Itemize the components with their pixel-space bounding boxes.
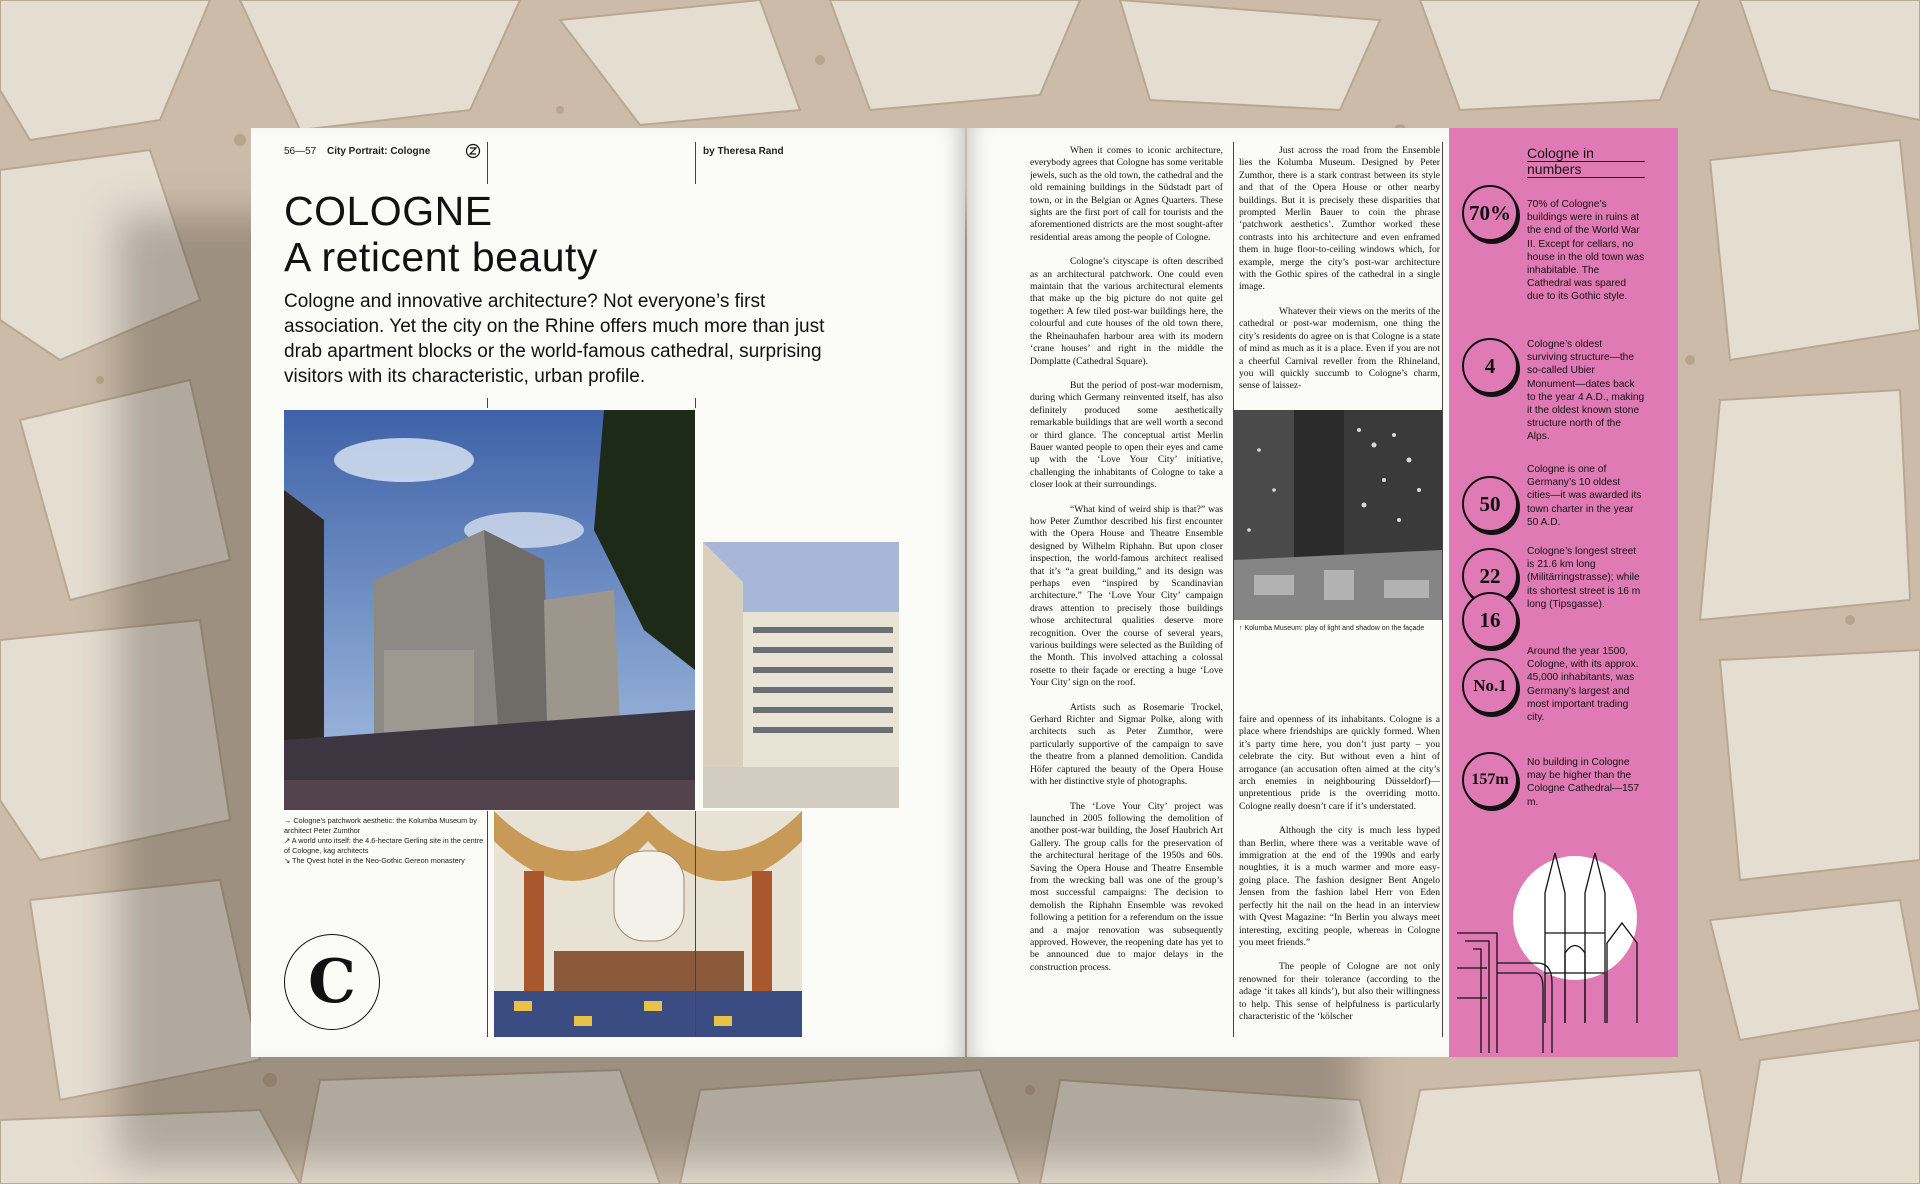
badge-value: No.1 bbox=[1473, 676, 1507, 695]
paragraph: The people of Cologne are not only renowned for their tolerance (according to the adage ‘it takes all kinds’), but also their willingness to help. This sense of helpfulness is particularly characteristic of the ‘kölscher bbox=[1239, 961, 1440, 1022]
body-column-2-bottom bbox=[1239, 714, 1440, 1038]
caption-qvest: ↘ The Qvest hotel in the Neo-Gothic Gereon monastery bbox=[284, 856, 465, 865]
paragraph: Artists such as Rosemarie Trockel, Gerhard Richter and Sigmar Polke, along with architects such as Peter Zumthor, were particularly supportive of the campaign to save the theatre from a planned demolition. Candida Höfer captured the beauty of the Opera House with her distinctive style of photographs. bbox=[1030, 701, 1223, 788]
page-title: COLOGNE bbox=[284, 188, 493, 234]
section-logo bbox=[284, 934, 380, 1030]
page-numbers: 56—57 bbox=[284, 146, 317, 157]
magazine-logo-icon bbox=[465, 143, 481, 159]
fact-streets: Cologne’s longest street is 21.6 km long (Militärringstrasse); while its shortest street is 16 m long (Tipsgasse). bbox=[1527, 546, 1641, 610]
stat-badge-50 bbox=[1462, 476, 1518, 532]
section-label: City Portrait: Cologne bbox=[327, 146, 431, 157]
paragraph: Although the city is much less hyped than Berlin, where there was a veritable wave of immigration at the end of the 1990s and early noughties, it is a much warmer and more easy-going place. The fashion designer Bent Angelo Jensen from the fashion label Herr von Eden perfectly hit the nail on the head in an interview with Qvest Magazine: “In Berlin you always meet interesting, exciting people, whereas in Cologne you meet friends.” bbox=[1239, 825, 1440, 948]
sidebar-title-line-1: Cologne in bbox=[1527, 146, 1645, 162]
paragraph: faire and openness of its inhabitants. Cologne is a place where friendships are quickly formed. When it’s party time here, you don’t just party – you celebrate the city. But without even a hint of arrogance (an accusation often aimed at the city’s arch enemies in neighbouring Düsseldorf)—unpretentious pride is the overriding motto. Cologne really doesn’t care if it’s understated. bbox=[1239, 714, 1440, 812]
caption-gerling: ↗ A world unto itself: the 4.6-hectare Gerling site in the centre of Cologne, kag architects bbox=[284, 836, 484, 855]
fact-cathedral-height: No building in Cologne may be higher than the Cologne Cathedral—157 m. bbox=[1527, 757, 1640, 808]
logo-letter: C bbox=[308, 947, 356, 1017]
stat-badge-70-percent bbox=[1462, 185, 1518, 241]
badge-value: 22 bbox=[1479, 563, 1501, 588]
column-rule bbox=[1442, 142, 1443, 1037]
column-rule bbox=[487, 811, 488, 1037]
cathedral-illustration bbox=[1457, 823, 1671, 1053]
column-rule bbox=[487, 398, 488, 408]
fact-oldest-structure: Cologne’s oldest surviving structure—the so-called Ubier Monument—dates back to the year 4 A.D., making it the oldest known stone structure north of the Alps. bbox=[1527, 339, 1645, 443]
gerling-site-photo bbox=[703, 542, 899, 808]
kolumba-museum-photo bbox=[284, 410, 695, 810]
kolumba-interior-photo bbox=[1234, 410, 1442, 620]
caption-kolumba: → Cologne’s patchwork aesthetic: the Kolumba Museum by architect Peter Zumthor bbox=[284, 816, 477, 835]
paragraph: “What kind of weird ship is that?” was how Peter Zumthor described his first encounter with the Opera House and Theatre Ensemble designed by Wilhelm Riphahn. But upon closer inspection, the world-famous architect realised that it’s “a great building,” and its design was perhaps even “inspired by Scandinavian architecture.” The ‘Love Your City’ campaign draws attention to precisely those buildings whose architectural qualities deserve more recognition. Over the course of several years, various buildings were selected as the Building of the Month. This involved attaching a colossal rosette to their façade or erecting a huge ‘Love Your City’ sign on the roof. bbox=[1030, 503, 1223, 689]
paragraph: But the period of post-war modernism, during which Germany reinvented itself, has also definitely produced some aesthetically remarkable buildings that are well worth a second or third glance. The conceptual artist Merlin Bauer wanted people to open their eyes and came up with the ‘Love Your City’ initiative, challenging the inhabitants of Cologne to take a closer look at their surroundings. bbox=[1030, 379, 1223, 491]
badge-value: 16 bbox=[1479, 607, 1501, 632]
fact-trading-city: Around the year 1500, Cologne, with its approx. 45,000 inhabitants, was Germany’s largest and most important trading city. bbox=[1527, 646, 1639, 724]
sidebar-title-line-2: numbers bbox=[1527, 162, 1645, 178]
badge-value: 157m bbox=[1471, 771, 1509, 788]
badge-value: 4 bbox=[1484, 353, 1496, 378]
column-rule bbox=[695, 811, 696, 1037]
lead-paragraph: Cologne and innovative architecture? Not everyone’s first association. Yet the city on the Rhine offers much more than just drab apartment blocks or the world-famous cathedral, surprising visitors with its characteristic, urban profile. bbox=[284, 291, 825, 387]
paragraph: Whatever their views on the merits of the cathedral or post-war modernism, one thing the city’s residents do agree on is that Cologne is a state of mind as much as it is a place. Even if you are not a cheerful Carnival reveller from the Rhineland, you will quickly succumb to Cologne’s charm, sense of laissez- bbox=[1239, 305, 1440, 392]
stat-badge-157m bbox=[1462, 752, 1518, 808]
body-column-2-top bbox=[1239, 145, 1440, 413]
stat-badge-16 bbox=[1462, 592, 1518, 648]
stat-badge-no1 bbox=[1462, 658, 1518, 714]
paragraph: Just across the road from the Ensemble lies the Kolumba Museum. Designed by Peter Zumthor, there is a stark contrast between its style and that of the Opera House or other nearby buildings. But it is precisely these disparities that prompted Merlin Bauer to coin the phrase ‘patchwork aesthetics’. Zumthor worked these contrasts into his architecture and even enframed them in huge floor-to-ceiling windows which, for example, merge the city’s post-war architecture with the Gothic spires of the cathedral in a single image. bbox=[1239, 145, 1440, 293]
left-captions bbox=[284, 816, 484, 866]
column-rule bbox=[695, 398, 696, 408]
page-subtitle: A reticent beauty bbox=[284, 234, 598, 280]
column-rule bbox=[695, 142, 696, 184]
badge-value: 70% bbox=[1469, 200, 1511, 225]
qvest-hotel-photo bbox=[494, 811, 802, 1037]
left-page bbox=[251, 128, 965, 1057]
badge-value: 50 bbox=[1479, 491, 1501, 516]
paragraph: When it comes to iconic architecture, everybody agrees that Cologne has some veritable jewels, such as the old town, the cathedral and the old remaining buildings in the Südstadt part of town, or in the Belgian or Agnes Quarters. These sights are the first port of call for tourists and the aforementioned districts are the most sought-after residential areas among the people of Cologne. bbox=[1030, 145, 1223, 243]
body-column-1 bbox=[1030, 145, 1223, 1037]
author-byline: by Theresa Rand bbox=[703, 146, 784, 157]
fact-oldest-cities: Cologne is one of Germany’s 10 oldest cities—it was awarded its town charter in the year 50 A.D. bbox=[1527, 464, 1642, 528]
column-rule bbox=[487, 142, 488, 184]
stat-badge-4 bbox=[1462, 338, 1518, 394]
paragraph: The ‘Love Your City’ project was launched in 2005 following the demolition of another post-war building, the Josef Haubrich Art Gallery. The group calls for the preservation of the architectural heritage of the 1950s and 60s. Saving the Opera House and Theatre Ensemble from the wrecking ball was one of the group’s most successful campaigns: The decision to demolish the Riphahn Ensemble was revoked following a petition for a referendum on the issue and a major renovation was subsequently approved. However, the reopening date has yet to be announced due to major delays in the construction process. bbox=[1030, 800, 1223, 973]
cologne-in-numbers-sidebar bbox=[1449, 128, 1678, 1057]
photo-caption: ↑ Kolumba Museum: play of light and shadow on the façade bbox=[1239, 625, 1425, 632]
fact-ruins: 70% of Cologne’s buildings were in ruins at the end of the World War II. Except for cellars, no house in the old town was inhabitable. The Cathedral was spared due to its Gothic style. bbox=[1527, 199, 1645, 303]
paragraph: Cologne’s cityscape is often described as an architectural patchwork. One could even maintain that the various architectural elements that make up the big picture do not quite gel together: A few tiled post-war buildings here, the colourful and cute houses of the old town there, the Rheinauhafen harbour area with its modern ‘crane houses’ and right in the middle the Domplatte (Cathedral Square). bbox=[1030, 256, 1223, 367]
